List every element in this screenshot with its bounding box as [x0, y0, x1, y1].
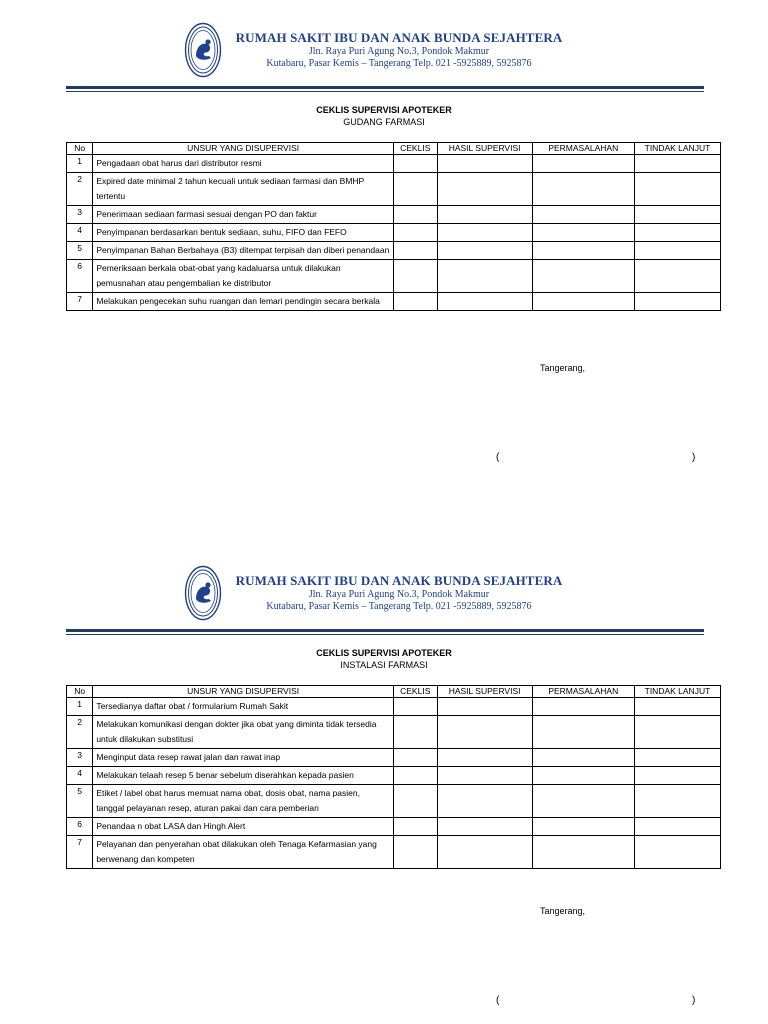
row-no: 3: [67, 749, 93, 767]
hospital-address-line1: Jln. Raya Puri Agung No.3, Pondok Makmur: [308, 589, 490, 600]
row-no: 7: [67, 293, 93, 311]
hasil-cell[interactable]: [437, 293, 532, 311]
tindak-lanjut-cell[interactable]: [634, 224, 720, 242]
hospital-logo-icon: [184, 565, 222, 621]
hasil-cell[interactable]: [437, 155, 532, 173]
col-header-ceklis: CEKLIS: [393, 686, 437, 698]
tindak-lanjut-cell[interactable]: [634, 173, 720, 206]
checklist-title: CEKLIS SUPERVISI APOTEKER: [316, 648, 452, 658]
table-row: [67, 242, 721, 260]
tindak-lanjut-cell[interactable]: [634, 818, 720, 836]
col-header-no: No: [67, 143, 93, 155]
row-no: 7: [67, 836, 93, 869]
permasalahan-cell[interactable]: [532, 698, 634, 716]
tindak-lanjut-cell[interactable]: [634, 749, 720, 767]
col-header-permasalahan: PERMASALAHAN: [532, 686, 634, 698]
row-item: Pelayanan dan penyerahan obat dilakukan oleh Tenaga Kefarmasian yang berwenang dan kompeten: [93, 836, 394, 869]
tindak-lanjut-cell[interactable]: [634, 293, 720, 311]
ceklis-cell[interactable]: [393, 173, 437, 206]
letterhead: [0, 563, 768, 633]
row-item: Penyimpanan berdasarkan bentuk sediaan, suhu, FIFO dan FEFO: [93, 224, 394, 242]
permasalahan-cell[interactable]: [532, 242, 634, 260]
table-row: [67, 749, 721, 767]
ceklis-cell[interactable]: [393, 224, 437, 242]
table-row: [67, 173, 721, 206]
table-row: [67, 716, 721, 749]
ceklis-cell[interactable]: [393, 785, 437, 818]
col-header-tindak-lanjut: TINDAK LANJUT: [634, 686, 720, 698]
row-no: 6: [67, 260, 93, 293]
col-header-hasil: HASIL SUPERVISI: [437, 143, 532, 155]
ceklis-cell[interactable]: [393, 716, 437, 749]
table-row: [67, 767, 721, 785]
col-header-hasil: HASIL SUPERVISI: [437, 686, 532, 698]
hasil-cell[interactable]: [437, 785, 532, 818]
permasalahan-cell[interactable]: [532, 173, 634, 206]
ceklis-cell[interactable]: [393, 836, 437, 869]
hospital-address-line1: Jln. Raya Puri Agung No.3, Pondok Makmur: [308, 46, 490, 57]
header-rule-thin: [66, 634, 704, 635]
hospital-address-line2: Kutabaru, Pasar Kemis – Tangerang Telp. 021 -5925889, 5925876: [266, 58, 532, 69]
row-no: 1: [67, 155, 93, 173]
permasalahan-cell[interactable]: [532, 224, 634, 242]
tindak-lanjut-cell[interactable]: [634, 767, 720, 785]
row-item: Melakukan komunikasi dengan dokter jika obat yang diminta tidak tersedia untuk dilakukan substitusi: [93, 716, 394, 749]
hasil-cell[interactable]: [437, 224, 532, 242]
row-item: Penerimaan sediaan farmasi sesuai dengan PO dan faktur: [93, 206, 394, 224]
header-rule-thick: [66, 86, 704, 89]
header-rule-thin: [66, 91, 704, 92]
ceklis-cell[interactable]: [393, 767, 437, 785]
col-header-tindak-lanjut: TINDAK LANJUT: [634, 143, 720, 155]
row-no: 1: [67, 698, 93, 716]
tindak-lanjut-cell[interactable]: [634, 785, 720, 818]
permasalahan-cell[interactable]: [532, 206, 634, 224]
table-row: [67, 698, 721, 716]
table-row: [67, 785, 721, 818]
hasil-cell[interactable]: [437, 206, 532, 224]
hasil-cell[interactable]: [437, 767, 532, 785]
col-header-ceklis: CEKLIS: [393, 143, 437, 155]
permasalahan-cell[interactable]: [532, 818, 634, 836]
checklist-subtitle: INSTALASI FARMASI: [340, 660, 428, 670]
table-row: [67, 836, 721, 869]
hospital-name: RUMAH SAKIT IBU DAN ANAK BUNDA SEJAHTERA: [235, 30, 563, 45]
table-row: [67, 818, 721, 836]
ceklis-cell[interactable]: [393, 698, 437, 716]
row-item: Menginput data resep rawat jalan dan rawat inap: [93, 749, 394, 767]
table-header-row: [67, 686, 721, 698]
permasalahan-cell[interactable]: [532, 749, 634, 767]
ceklis-cell[interactable]: [393, 155, 437, 173]
hasil-cell[interactable]: [437, 260, 532, 293]
header-rule-thick: [66, 629, 704, 632]
ceklis-cell[interactable]: [393, 206, 437, 224]
row-no: 5: [67, 242, 93, 260]
row-item: Etiket / label obat harus memuat nama obat, dosis obat, nama pasien, tanggal pelayanan resep, aturan pakai dan cara pemberian: [93, 785, 394, 818]
row-item: Melakukan pengecekan suhu ruangan dan lemari pendingin secara berkala: [93, 293, 394, 311]
hasil-cell[interactable]: [437, 836, 532, 869]
hasil-cell[interactable]: [437, 698, 532, 716]
row-item: Tersedianya daftar obat / formularium Rumah Sakit: [93, 698, 394, 716]
col-header-unsur: UNSUR YANG DISUPERVISI: [93, 143, 394, 155]
ceklis-cell[interactable]: [393, 293, 437, 311]
hasil-cell[interactable]: [437, 242, 532, 260]
permasalahan-cell[interactable]: [532, 785, 634, 818]
tindak-lanjut-cell[interactable]: [634, 836, 720, 869]
row-item: Penandaa n obat LASA dan Hingh Alert: [93, 818, 394, 836]
row-no: 2: [67, 716, 93, 749]
tindak-lanjut-cell[interactable]: [634, 155, 720, 173]
permasalahan-cell[interactable]: [532, 716, 634, 749]
hasil-cell[interactable]: [437, 818, 532, 836]
signature-paren-open: (: [496, 452, 500, 463]
signature-paren-close: ): [692, 995, 696, 1006]
row-no: 3: [67, 206, 93, 224]
hospital-name: RUMAH SAKIT IBU DAN ANAK BUNDA SEJAHTERA: [235, 573, 563, 588]
row-no: 4: [67, 767, 93, 785]
checklist-table: [66, 142, 721, 311]
tindak-lanjut-cell[interactable]: [634, 260, 720, 293]
col-header-permasalahan: PERMASALAHAN: [532, 143, 634, 155]
ceklis-cell[interactable]: [393, 242, 437, 260]
hasil-cell[interactable]: [437, 749, 532, 767]
table-row: [67, 206, 721, 224]
tindak-lanjut-cell[interactable]: [634, 716, 720, 749]
letterhead: [0, 20, 768, 90]
row-no: 2: [67, 173, 93, 206]
row-item: Expired date minimal 2 tahun kecuali untuk sediaan farmasi dan BMHP tertentu: [93, 173, 394, 206]
permasalahan-cell[interactable]: [532, 767, 634, 785]
ceklis-cell[interactable]: [393, 818, 437, 836]
col-header-no: No: [67, 686, 93, 698]
table-row: [67, 155, 721, 173]
permasalahan-cell[interactable]: [532, 293, 634, 311]
ceklis-cell[interactable]: [393, 260, 437, 293]
checklist-table: [66, 685, 721, 869]
row-no: 5: [67, 785, 93, 818]
signature-paren-open: (: [496, 995, 500, 1006]
signature-place: Tangerang,: [540, 906, 586, 916]
row-no: 6: [67, 818, 93, 836]
ceklis-cell[interactable]: [393, 749, 437, 767]
row-item: Penyimpanan Bahan Berbahaya (B3) ditempat terpisah dan diberi penandaan: [93, 242, 394, 260]
checklist-subtitle: GUDANG FARMASI: [343, 117, 425, 127]
checklist-title: CEKLIS SUPERVISI APOTEKER: [316, 105, 452, 115]
hospital-address-line2: Kutabaru, Pasar Kemis – Tangerang Telp. 021 -5925889, 5925876: [266, 601, 532, 612]
table-row: [67, 260, 721, 293]
hasil-cell[interactable]: [437, 716, 532, 749]
permasalahan-cell[interactable]: [532, 836, 634, 869]
tindak-lanjut-cell[interactable]: [634, 206, 720, 224]
row-no: 4: [67, 224, 93, 242]
hospital-logo-icon: [184, 22, 222, 78]
tindak-lanjut-cell[interactable]: [634, 242, 720, 260]
tindak-lanjut-cell[interactable]: [634, 698, 720, 716]
hasil-cell[interactable]: [437, 173, 532, 206]
signature-paren-close: ): [692, 452, 696, 463]
permasalahan-cell[interactable]: [532, 260, 634, 293]
row-item: Pengadaan obat harus dari distributor resmi: [93, 155, 394, 173]
col-header-unsur: UNSUR YANG DISUPERVISI: [93, 686, 394, 698]
permasalahan-cell[interactable]: [532, 155, 634, 173]
table-row: [67, 224, 721, 242]
signature-place: Tangerang,: [540, 363, 586, 373]
row-item: Melakukan telaah resep 5 benar sebelum diserahkan kepada pasien: [93, 767, 394, 785]
table-row: [67, 293, 721, 311]
table-header-row: [67, 143, 721, 155]
row-item: Pemeriksaan berkala obat-obat yang kadaluarsa untuk dilakukan pemusnahan atau pengembalian ke distributor: [93, 260, 394, 293]
